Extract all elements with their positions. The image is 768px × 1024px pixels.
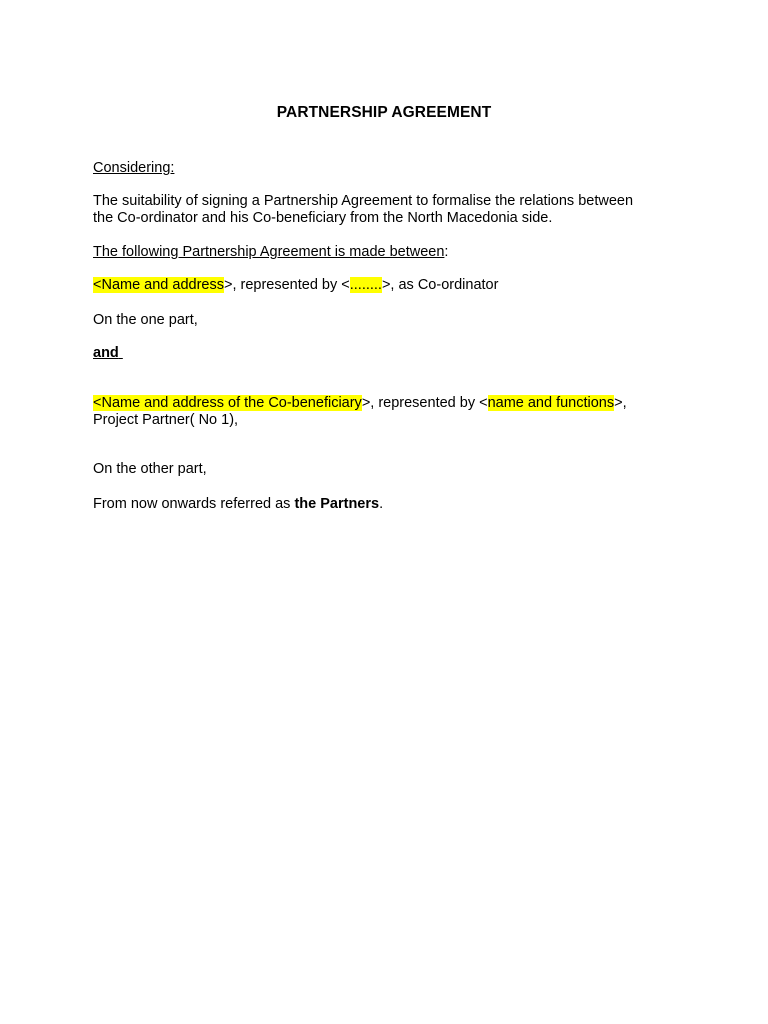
- referred-prefix: From now onwards referred as: [93, 496, 295, 512]
- suitability-paragraph: [93, 193, 693, 227]
- coordinator-name-text: Name and address: [101, 277, 224, 293]
- beneficiary-lt: <: [93, 395, 102, 411]
- beneficiary-mid-text: >, represented by <: [361, 395, 488, 411]
- made-between-text: The following Partnership Agreement is made between: [93, 244, 445, 260]
- coordinator-lt: <: [93, 277, 102, 293]
- and-label: and: [93, 345, 119, 361]
- suitability-line-2: the Co-ordinator and his Co-beneficiary from the North Macedonia side.: [93, 210, 553, 226]
- beneficiary-line-1: [93, 395, 693, 412]
- document-title: PARTNERSHIP AGREEMENT: [276, 104, 492, 121]
- and-paragraph: [93, 345, 693, 362]
- beneficiary-paragraph: [93, 395, 693, 429]
- one-part-paragraph: On the one part,: [93, 312, 198, 328]
- coordinator-rep-placeholder: ........: [349, 277, 382, 293]
- beneficiary-line-2: Project Partner( No 1),: [93, 412, 239, 428]
- coordinator-end-text: >, as Co-ordinator: [381, 277, 499, 293]
- considering-heading: [93, 160, 693, 177]
- beneficiary-name-text: Name and address of the Co-beneficiary: [101, 395, 362, 411]
- considering-heading-text: Considering:: [93, 160, 175, 176]
- coordinator-mid-text: >, represented by <: [223, 277, 350, 293]
- other-part-paragraph: On the other part,: [93, 461, 207, 477]
- beneficiary-name-placeholder: [93, 395, 362, 411]
- coordinator-name-placeholder: [93, 277, 224, 293]
- made-between-colon: :: [444, 244, 449, 260]
- beneficiary-rep-placeholder: name and functions: [487, 395, 615, 411]
- beneficiary-end-text: >,: [614, 395, 627, 411]
- coordinator-paragraph: [93, 277, 693, 294]
- referred-paragraph: [93, 496, 693, 513]
- referred-partners: the Partners: [294, 496, 380, 512]
- referred-suffix: .: [379, 496, 384, 512]
- and-trailing-space: [119, 345, 123, 361]
- suitability-line-1: The suitability of signing a Partnership Agreement to formalise the relations between: [93, 193, 634, 209]
- made-between-paragraph: [93, 244, 693, 261]
